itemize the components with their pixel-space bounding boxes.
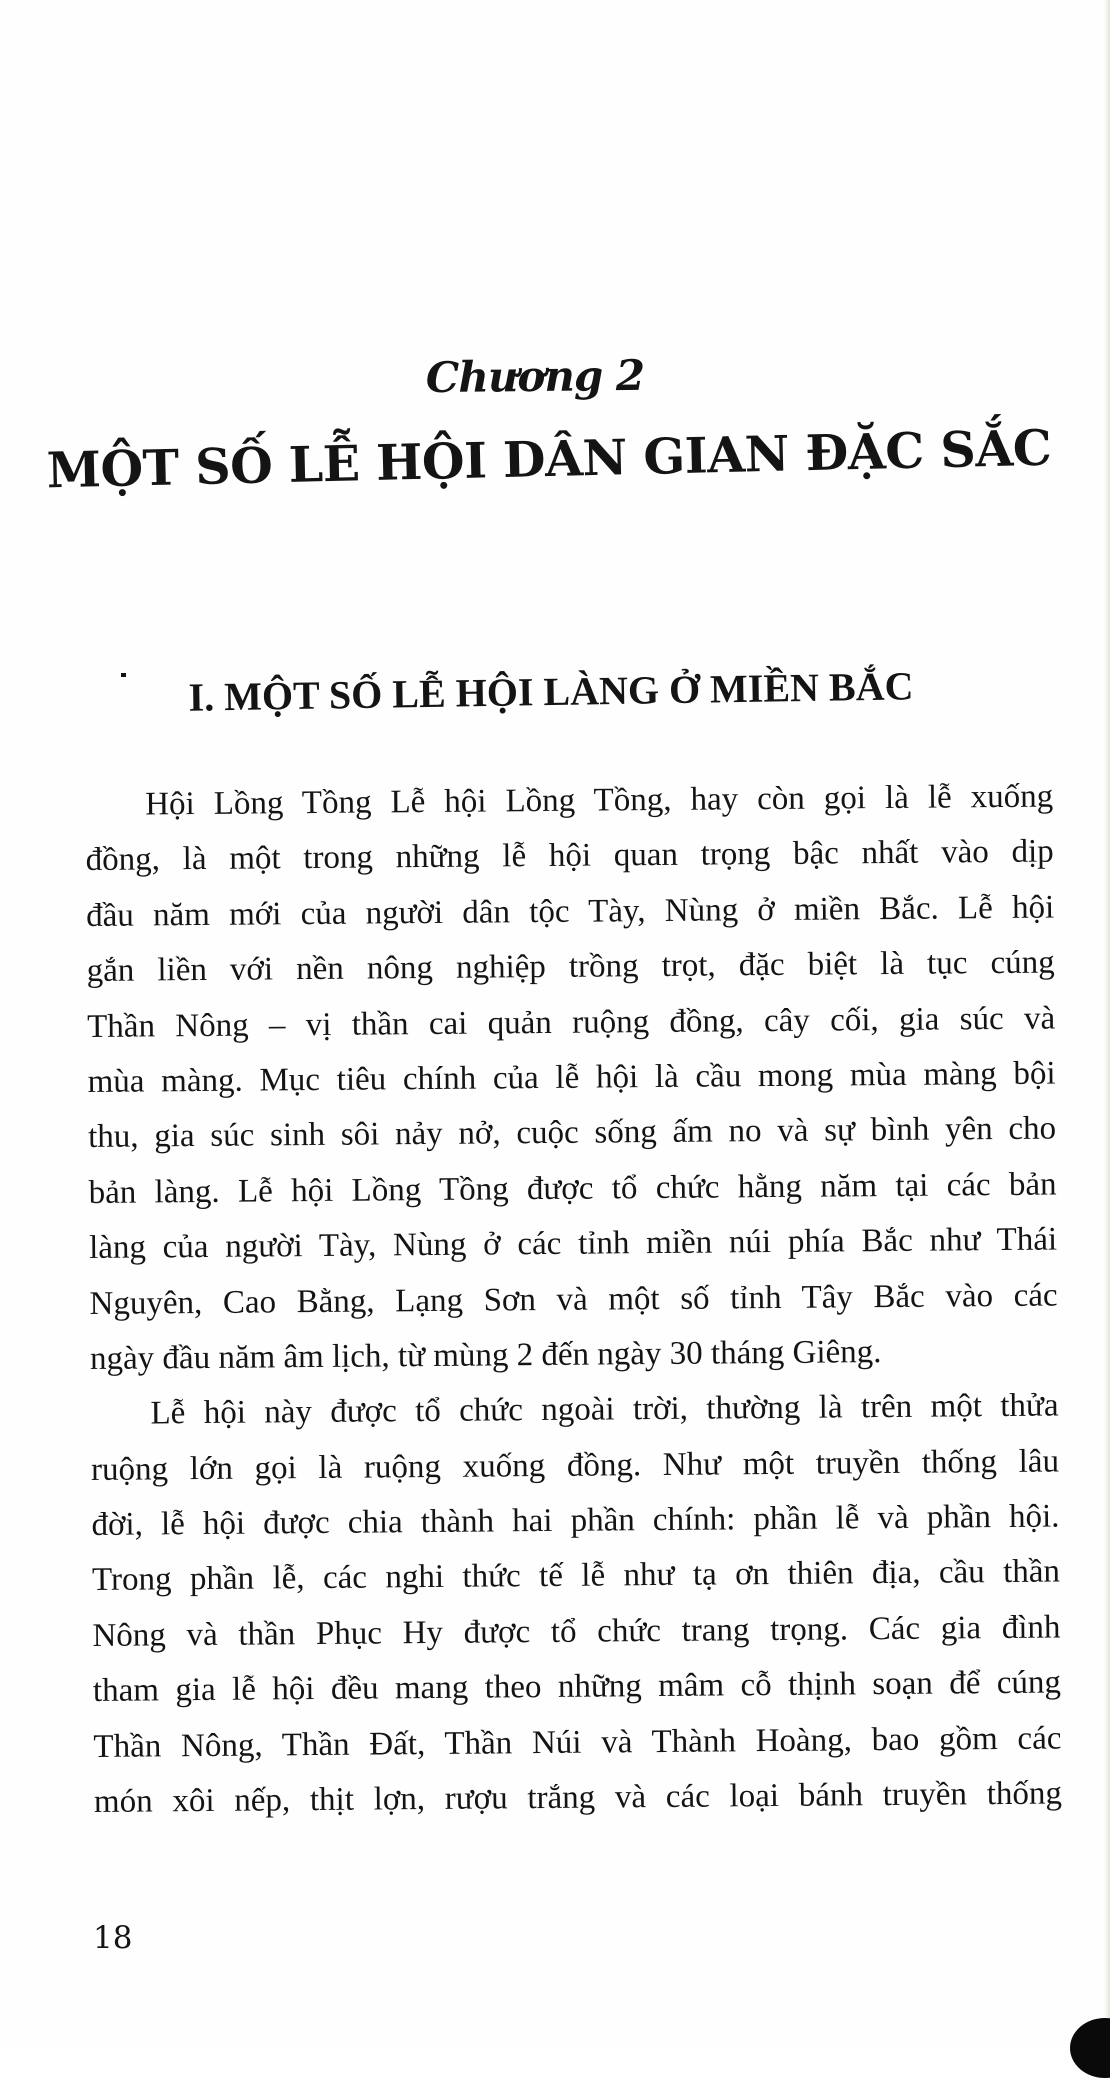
page-number: 18 xyxy=(93,1920,133,1956)
text-line: Trong phần lễ, các nghi thức tế lễ như tạ ơn thiên địa, cầu thần xyxy=(91,1553,1061,1599)
text-line: tham gia lễ hội đều mang theo những mâm cỗ thịnh soạn để cúng xyxy=(92,1664,1062,1710)
text-line: Thần Nông – vị thần cai quản ruộng đồng, cây cối, gia súc và xyxy=(87,1000,1056,1045)
chapter-title: MỘT SỐ LỄ HỘI DÂN GIAN ĐẶC SẮC xyxy=(46,418,1052,500)
text-line: đồng, là một trong những lễ hội quan trọng bậc nhất vào dịp xyxy=(85,833,1054,879)
text-line: Lễ hội này được tổ chức ngoài trời, thường là trên một thửa xyxy=(150,1387,1059,1432)
text-line: Nông và thần Phục Hy được tổ chức trang trọng. Các gia đình xyxy=(92,1609,1061,1654)
text-line: gắn liền với nền nông nghiệp trồng trọt, đặc biệt là tục cúng xyxy=(86,944,1055,990)
paragraph-2 xyxy=(90,1379,1062,1831)
text-line: đầu năm mới của người dân tộc Tày, Nùng ở miền Bắc. Lễ hội xyxy=(86,889,1055,934)
text-line: bản làng. Lễ hội Lồng Tồng được tổ chức hằng năm tại các bản xyxy=(88,1166,1057,1211)
body-text xyxy=(85,770,1062,1831)
corner-shadow xyxy=(1070,2018,1110,2078)
paragraph-1 xyxy=(85,770,1058,1388)
bleed-through-text xyxy=(520,110,1110,385)
section-title: I. MỘT SỐ LỄ HỘI LÀNG Ở MIỀN BẮC xyxy=(188,663,914,720)
text-line: thu, gia súc sinh sôi nảy nở, cuộc sống ấm no và sự bình yên cho xyxy=(87,1110,1057,1156)
text-line: món xôi nếp, thịt lợn, rượu trắng và các loại bánh truyền thống xyxy=(93,1775,1063,1820)
text-line: ngày đầu năm âm lịch, từ mùng 2 đến ngày 30 tháng Giêng. xyxy=(89,1333,882,1377)
text-line: ruộng lớn gọi là ruộng xuống đồng. Như một truyền thống lâu xyxy=(90,1443,1060,1488)
text-line: Nguyên, Cao Bằng, Lạng Sơn và một số tỉnh Tây Bắc vào các xyxy=(89,1277,1058,1322)
page-edge xyxy=(1104,0,1110,2048)
text-line: đời, lễ hội được chia thành hai phần chính: phần lễ và phần hội. xyxy=(91,1498,1060,1544)
text-line: mùa màng. Mục tiêu chính của lễ hội là cầu mong mùa màng bội xyxy=(87,1055,1056,1100)
text-line: Thần Nông, Thần Đất, Thần Núi và Thành Hoàng, bao gồm các xyxy=(93,1720,1062,1765)
text-line: Hội Lồng Tồng Lễ hội Lồng Tồng, hay còn gọi là lễ xuống xyxy=(145,778,1054,823)
chapter-label: Chương 2 xyxy=(425,350,645,403)
text-line: làng của người Tày, Nùng ở các tỉnh miền núi phía Bắc như Thái xyxy=(88,1221,1058,1267)
